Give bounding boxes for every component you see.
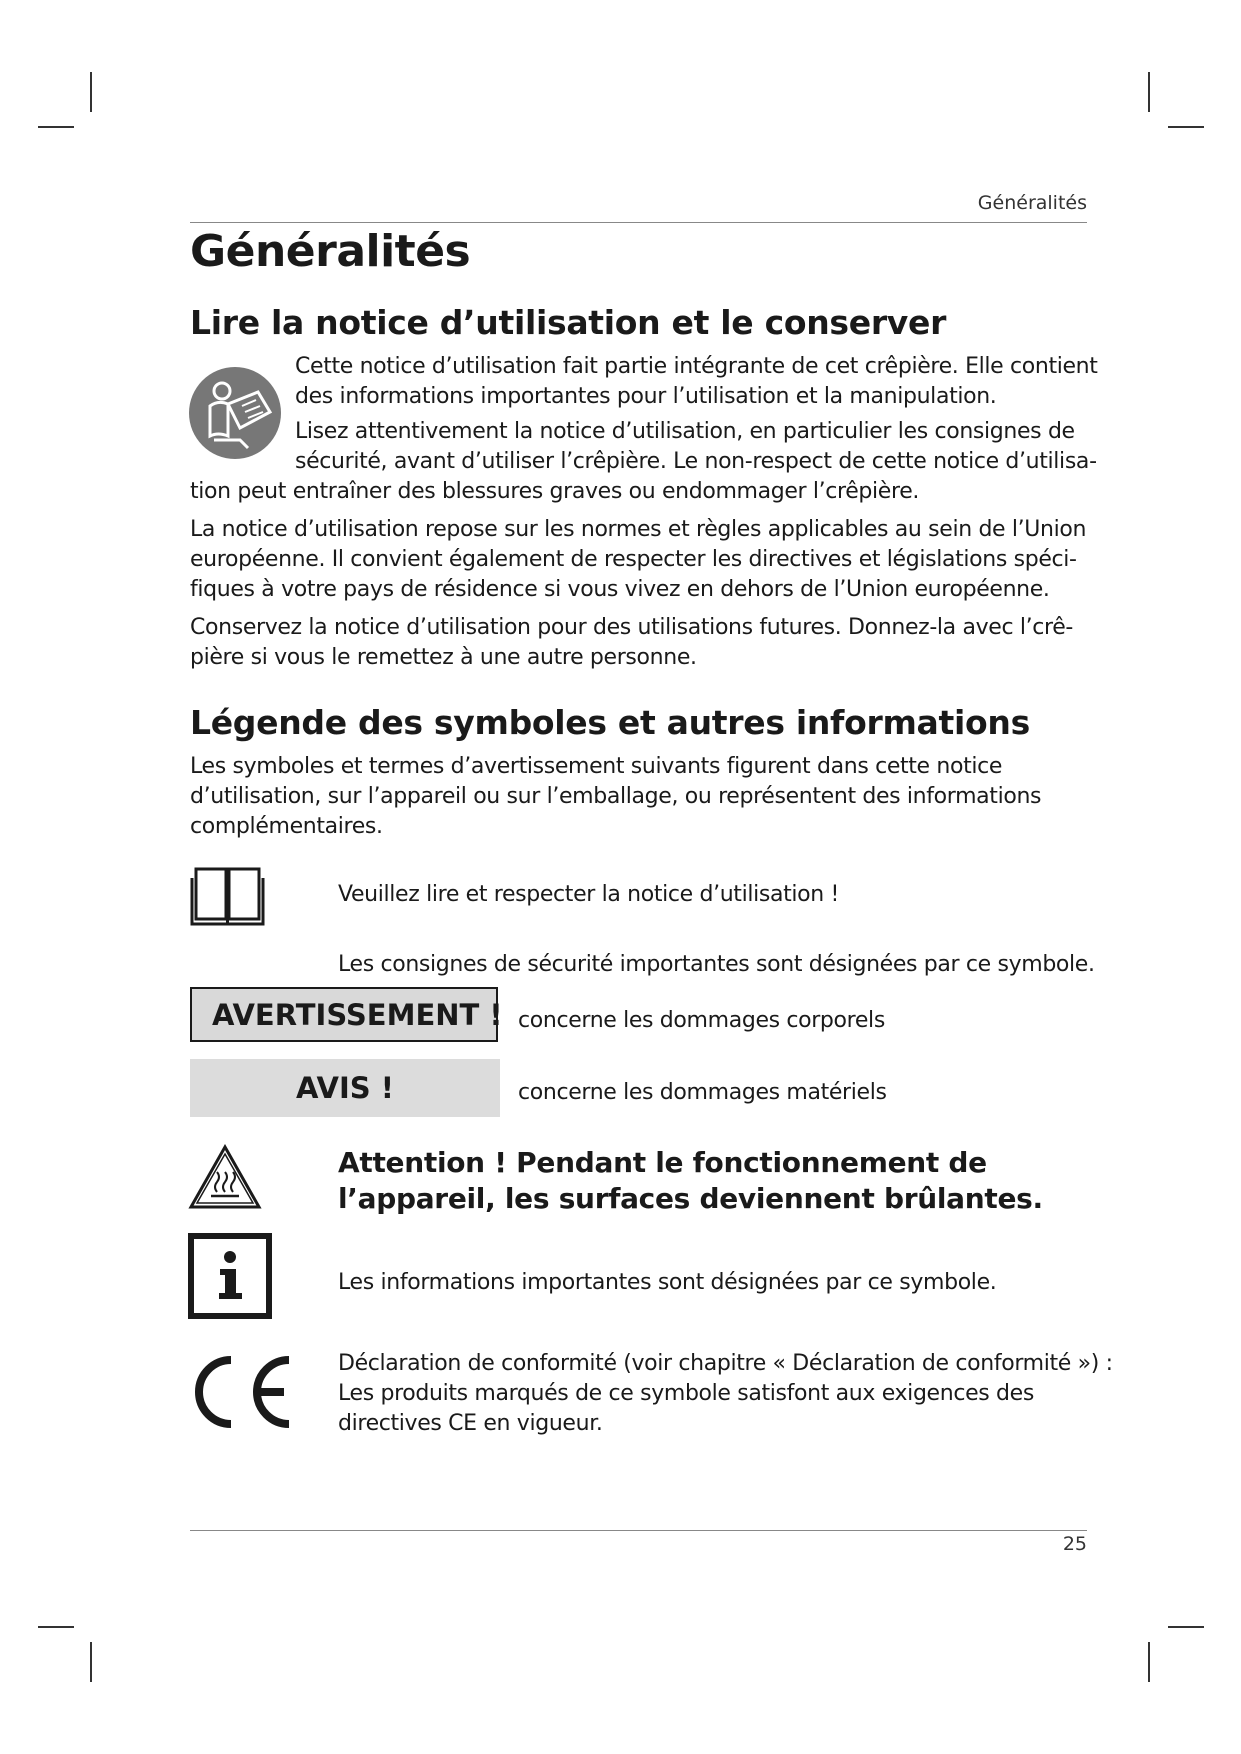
open-book-icon [190, 866, 265, 928]
crop-mark [1148, 72, 1150, 112]
notice-description: concerne les dommages matériels [518, 1080, 887, 1105]
header-rule [190, 222, 1087, 223]
safety-intro-text: Les consignes de sécurité importantes sont désignées par ce symbole. [338, 952, 1095, 977]
warning-description: concerne les dommages corporels [518, 1008, 885, 1033]
running-header: Généralités [977, 192, 1087, 214]
ce-description-line: directives CE en vigueur. [338, 1411, 603, 1436]
paragraph-line: d’utilisation, sur l’appareil ou sur l’emballage, ou représentent des informations [190, 784, 1042, 809]
ce-description-line: Déclaration de conformité (voir chapitre « Déclaration de conformité ») : [338, 1351, 1113, 1376]
paragraph-line: européenne. Il convient également de respecter les directives et législations spéci- [190, 547, 1077, 572]
crop-mark [1148, 1642, 1150, 1682]
hot-surface-icon [188, 1144, 262, 1210]
read-manual-text: Veuillez lire et respecter la notice d’utilisation ! [338, 882, 839, 907]
warning-label-box [190, 987, 503, 1042]
ce-mark-icon [188, 1352, 293, 1432]
paragraph-line: des informations importantes pour l’utilisation et la manipulation. [295, 384, 997, 409]
info-icon [188, 1233, 272, 1319]
paragraph-line: Conservez la notice d’utilisation pour des utilisations futures. Donnez-la avec l’crê- [190, 615, 1073, 640]
warning-label: AVERTISSEMENT ! [212, 997, 503, 1032]
crop-mark [38, 126, 74, 128]
paragraph-line: Lisez attentivement la notice d’utilisation, en particulier les consignes de [295, 419, 1075, 444]
crop-mark [38, 1626, 74, 1628]
crop-mark [90, 72, 92, 112]
notice-label-box [190, 1059, 500, 1117]
paragraph-line: Cette notice d’utilisation fait partie intégrante de cet crêpière. Elle contient [295, 354, 1098, 379]
notice-label: AVIS ! [296, 1071, 394, 1105]
crop-mark [90, 1642, 92, 1682]
paragraph-line: fiques à votre pays de résidence si vous vivez en dehors de l’Union européenne. [190, 577, 1050, 602]
info-description: Les informations importantes sont désignées par ce symbole. [338, 1270, 997, 1295]
paragraph-line: complémentaires. [190, 814, 383, 839]
page-number: 25 [1062, 1533, 1087, 1555]
ce-description-line: Les produits marqués de ce symbole satisfont aux exigences des [338, 1381, 1034, 1406]
section-heading-legend: Légende des symboles et autres informations [190, 703, 1030, 742]
paragraph-line: tion peut entraîner des blessures graves ou endommager l’crêpière. [190, 479, 920, 504]
paragraph-line: La notice d’utilisation repose sur les normes et règles applicables au sein de l’Union [190, 517, 1087, 542]
paragraph-line: sécurité, avant d’utiliser l’crêpière. Le non-respect de cette notice d’utilisa- [295, 449, 1097, 474]
reading-person-icon [188, 366, 282, 460]
paragraph-line: pière si vous le remettez à une autre personne. [190, 645, 697, 670]
crop-mark [1168, 126, 1204, 128]
footer-rule [190, 1530, 1087, 1531]
page-title: Généralités [190, 226, 471, 277]
hot-surface-warning [338, 1145, 1043, 1217]
crop-mark [1168, 1626, 1204, 1628]
hot-surface-line: l’appareil, les surfaces deviennent brûlantes. [338, 1182, 1043, 1215]
paragraph-line: Les symboles et termes d’avertissement suivants figurent dans cette notice [190, 754, 1003, 779]
hot-surface-line: Attention ! Pendant le fonctionnement de [338, 1146, 987, 1179]
section-heading-read-manual: Lire la notice d’utilisation et le conserver [190, 303, 947, 342]
